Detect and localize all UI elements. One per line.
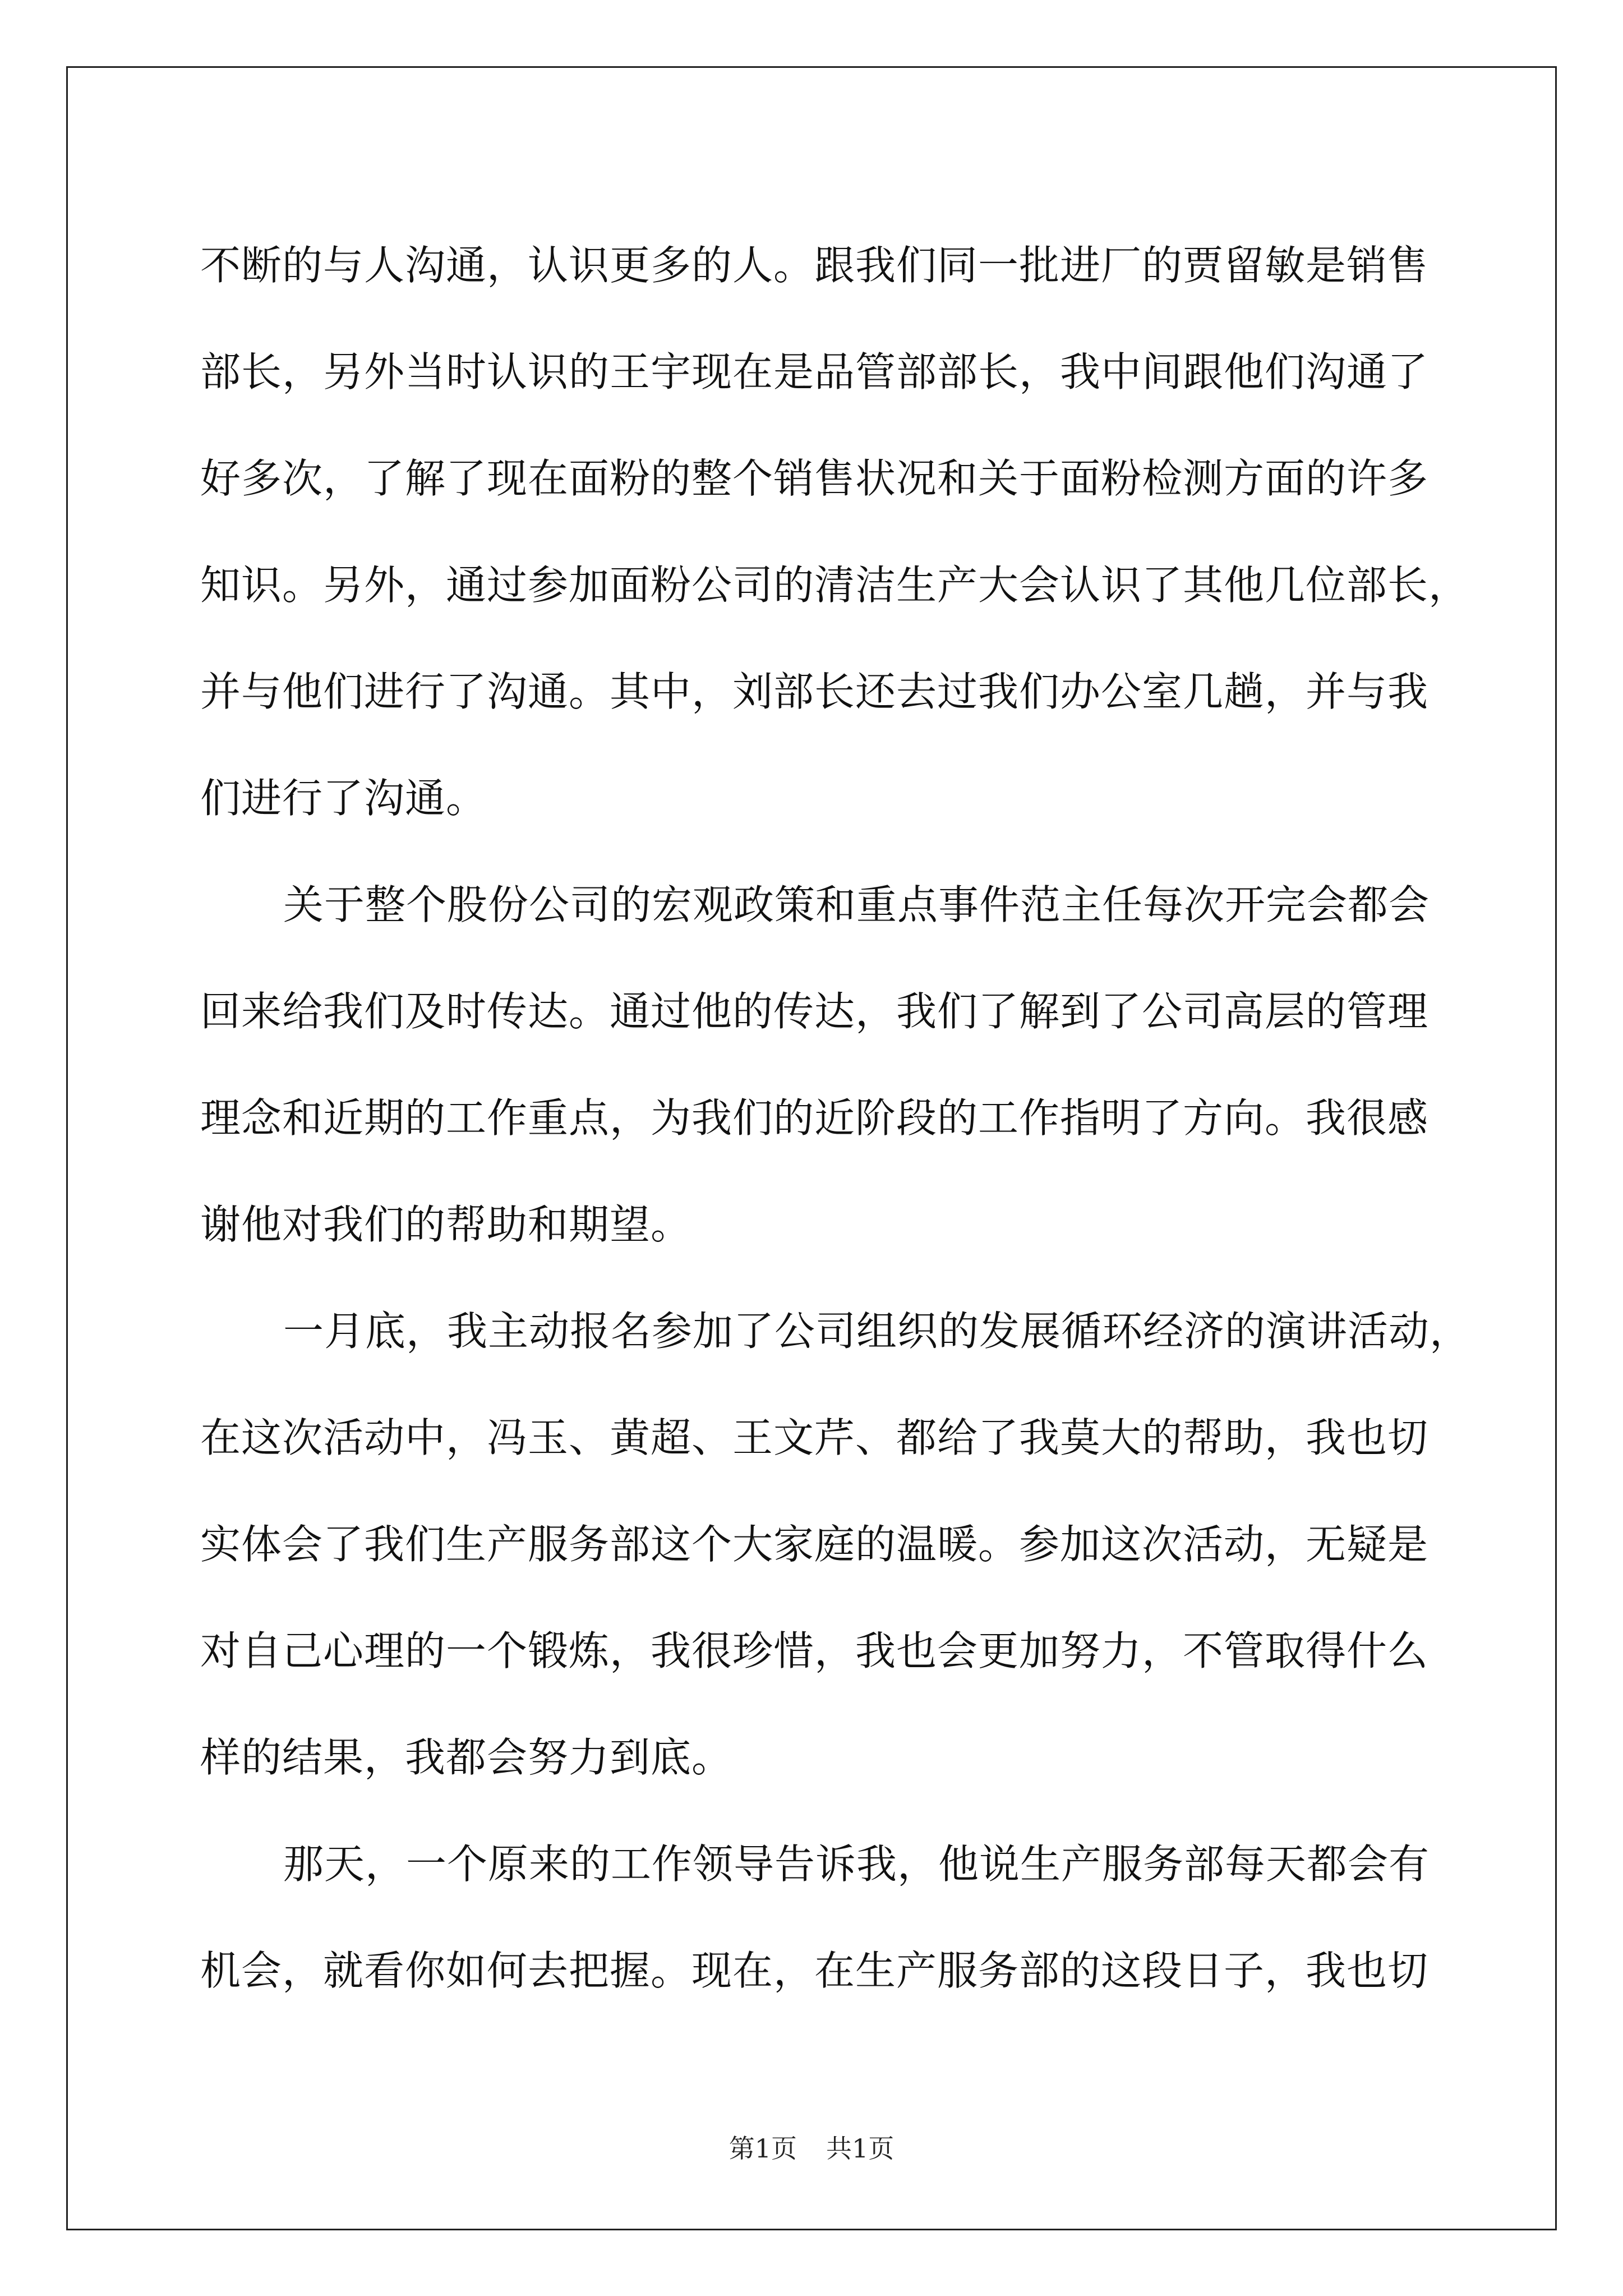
page-total: 共1页 (826, 2133, 895, 2164)
text-line: 部长，另外当时认识的王宇现在是品管部部长，我中间跟他们沟通了 (200, 348, 1429, 395)
text-line: 回来给我们及时传达。通过他的传达，我们了解到了公司高层的管理 (200, 988, 1429, 1035)
text-line: 机会，就看你如何去把握。现在，在生产服务部的这段日子，我也切 (200, 1947, 1429, 1994)
text-line: 知识。另外，通过参加面粉公司的清洁生产大会认识了其他几位部长， (200, 562, 1470, 609)
text-line: 一月底，我主动报名参加了公司组织的发展循环经济的演讲活动， (283, 1308, 1471, 1355)
text-line: 并与他们进行了沟通。其中，刘部长还去过我们办公室几趟，并与我 (200, 668, 1429, 715)
paragraph (200, 1278, 1471, 1811)
text-line: 理念和近期的工作重点，为我们的近阶段的工作指明了方向。我很感 (200, 1094, 1429, 1142)
page-footer (0, 2132, 1623, 2165)
paragraph (200, 212, 1470, 852)
text-line: 实体会了我们生产服务部这个大家庭的温暖。参加这次活动，无疑是 (200, 1521, 1429, 1568)
text-line: 好多次，了解了现在面粉的整个销售状况和关于面粉检测方面的许多 (200, 455, 1429, 502)
document-body (200, 212, 1471, 2024)
text-line: 们进行了沟通。 (200, 775, 487, 822)
text-line: 那天，一个原来的工作领导告诉我，他说生产服务部每天都会有 (283, 1841, 1430, 1888)
text-line: 不断的与人沟通，认识更多的人。跟我们同一批进厂的贾留敏是销售 (200, 242, 1429, 289)
page-number: 第1页 (728, 2133, 797, 2164)
text-line: 谢他对我们的帮助和期望。 (200, 1201, 692, 1248)
text-line: 对自己心理的一个锻炼，我很珍惜，我也会更加努力，不管取得什么 (200, 1627, 1429, 1674)
text-line: 关于整个股份公司的宏观政策和重点事件范主任每次开完会都会 (283, 881, 1430, 928)
paragraph (200, 852, 1451, 1278)
text-line: 样的结果，我都会努力到底。 (200, 1734, 733, 1781)
text-line: 在这次活动中，冯玉、黄超、王文芹、都给了我莫大的帮助，我也切 (200, 1414, 1429, 1461)
paragraph (200, 1811, 1451, 2024)
